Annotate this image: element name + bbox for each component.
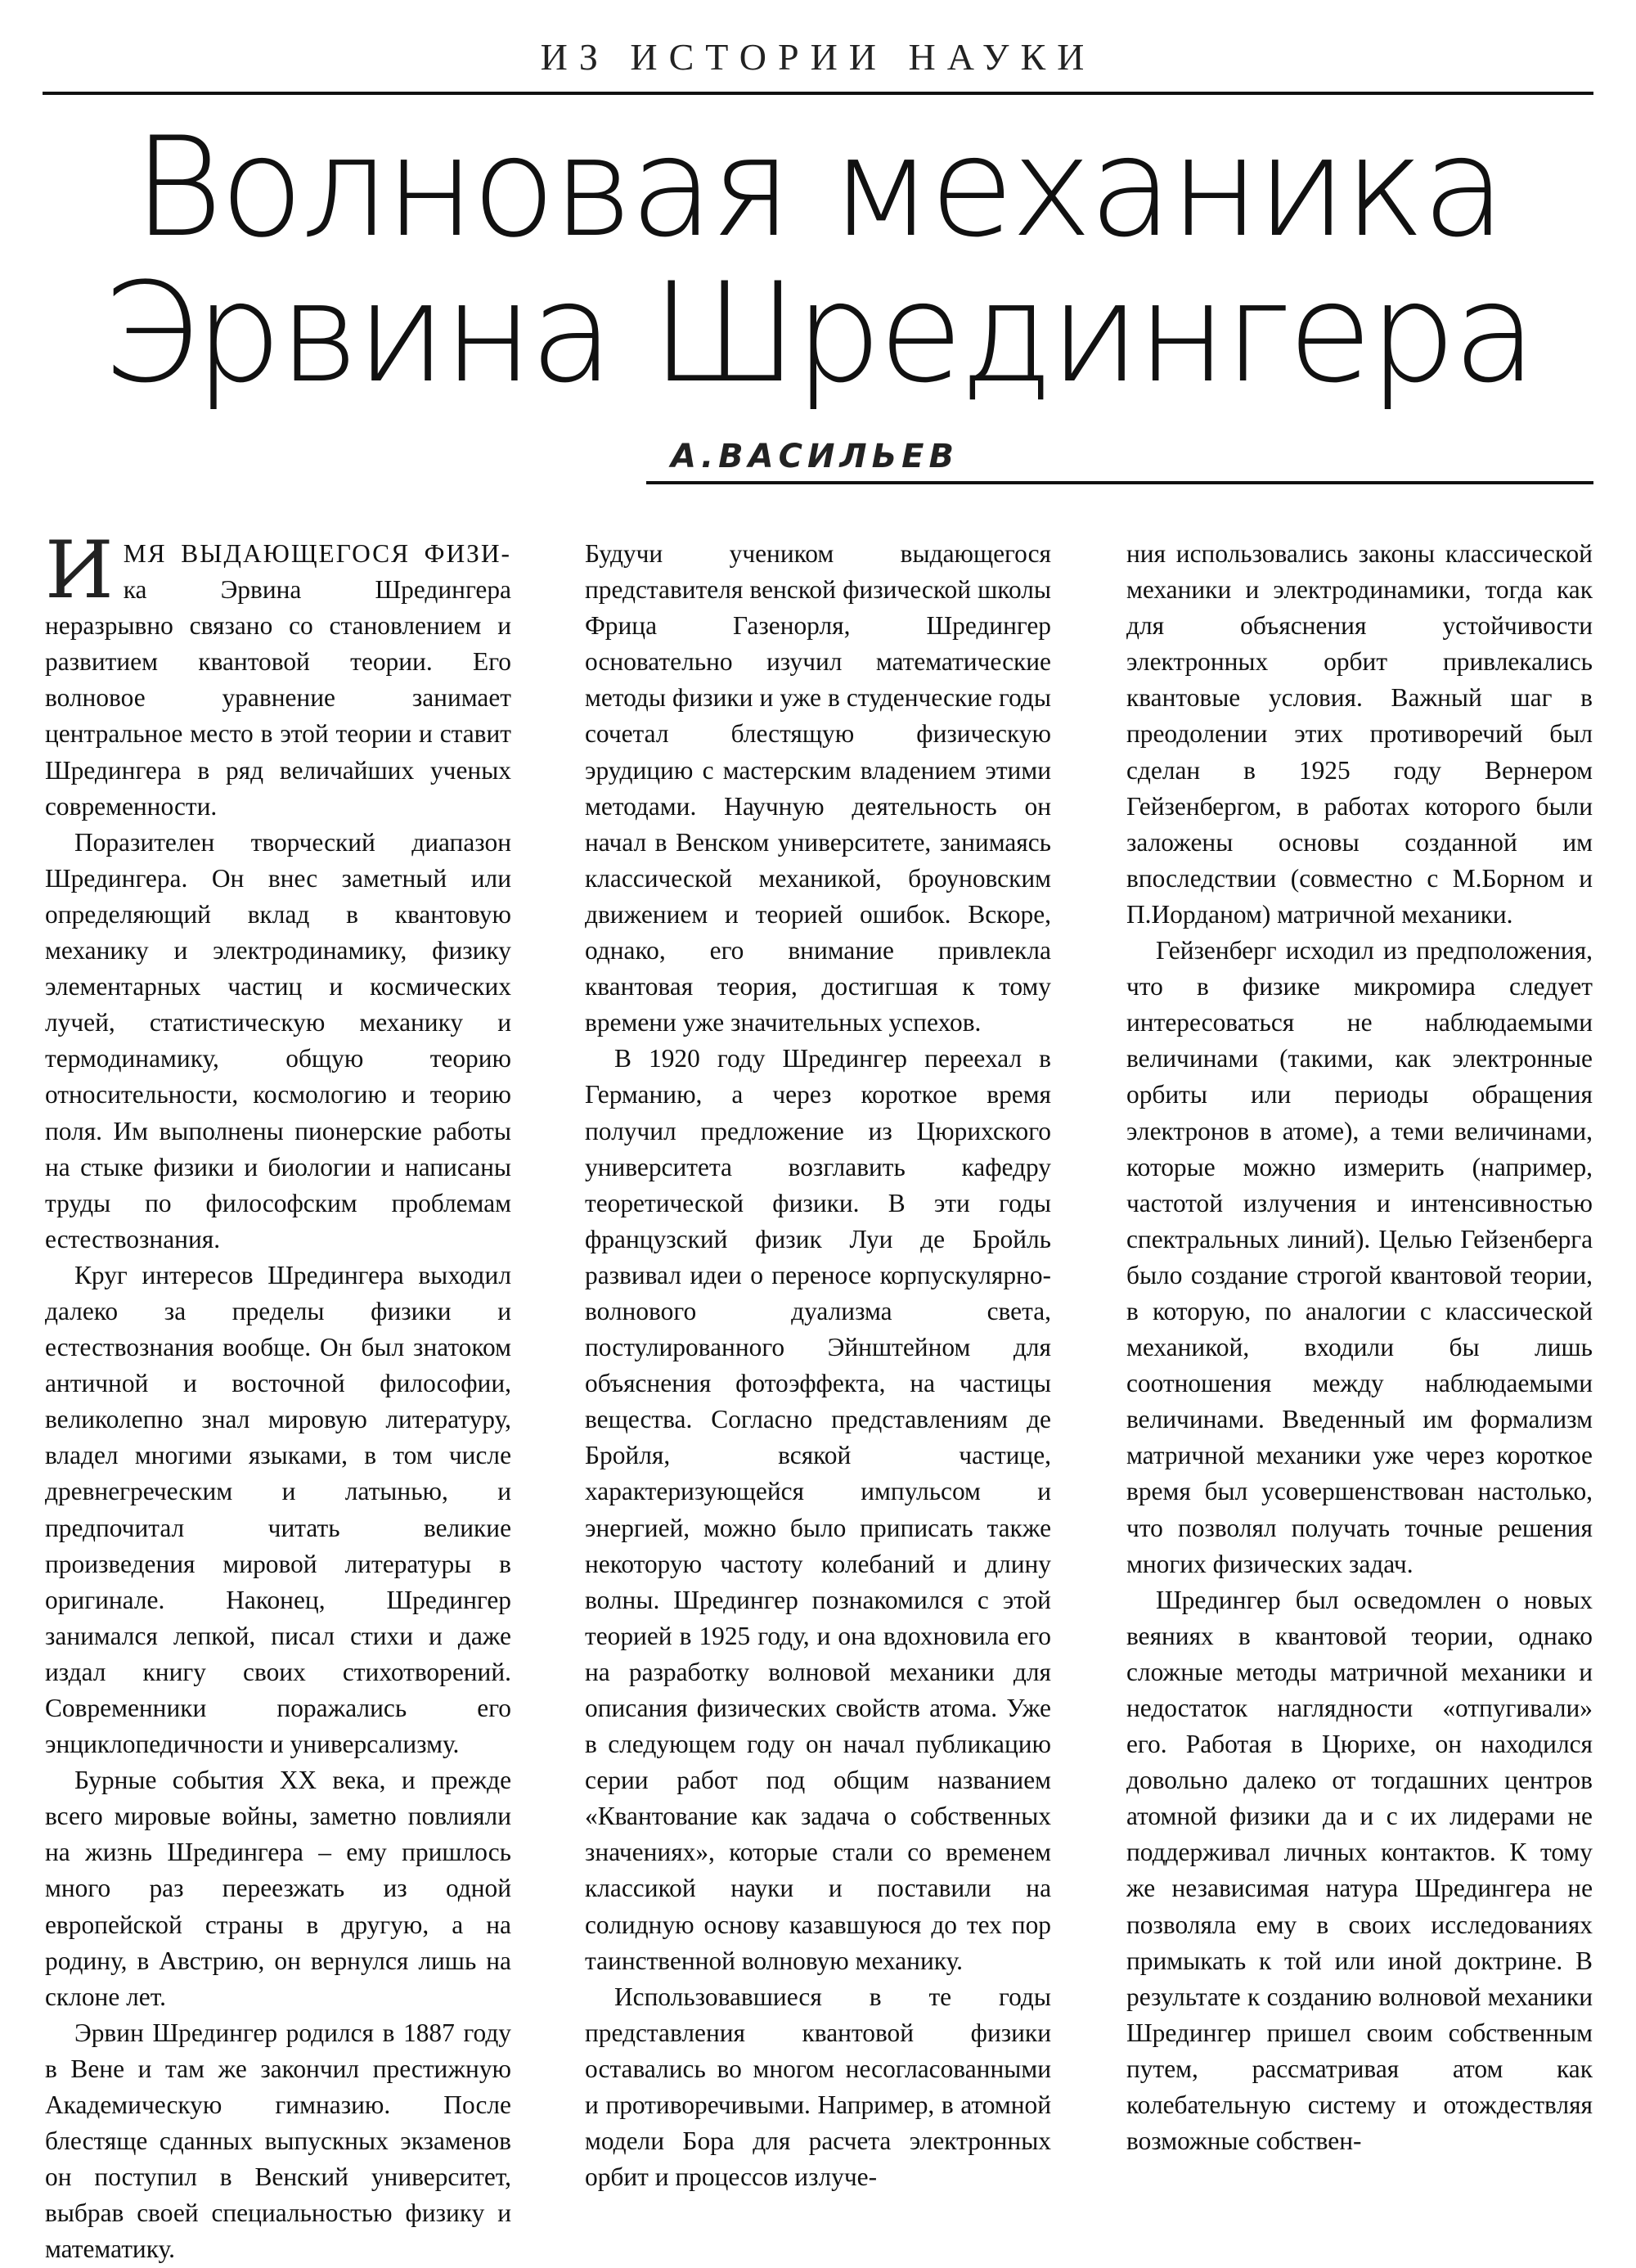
paragraph: Поразителен творческий диапазон Шредингера. Он внес заметный или определяющий вклад в квантовую механику и электродинамику, физику элементарных частиц и космических лучей, статистическую механику и термодинамику, общую теорию относительности, космологию и теорию поля. Им выполнены пионерские работы на стыке физики и биологии и написаны труды по философским проблемам естествознания. <box>45 827 511 1253</box>
section-divider <box>43 92 1593 95</box>
article-column-2 <box>585 536 1051 2195</box>
paragraph: ния использовались законы классической механики и электродинамики, тогда как для объяснения устойчивости электронных орбит привлекались квантовые условия. Важный шаг в преодолении этих противоречий был сделан в 1925 году Вернером Гейзенбергом, в работах которого были заложены основы созданной им впоследствии (совместно с М.Борном и П.Иорданом) матричной механики. <box>1126 539 1593 929</box>
article-title-line-1: Волновая механика <box>133 107 1503 268</box>
article-title-line-2: Эрвина Шредингера <box>101 253 1535 413</box>
author-divider <box>646 481 1593 484</box>
paragraph: Будучи учеником выдающегося представителя венской физической школы Фрица Газенорля, Шредингер основательно изучил математические методы физики и уже в студенческие годы сочетал блестящую физическую эрудицию с мастерским владением этими методами. Научную деятельность он начал в Венском университете, занимаясь классической механикой, броуновским движением и теорией ошибок. Вскоре, однако, его внимание привлекла квантовая теория, достигшая к тому времени уже значительных успехов. <box>585 539 1051 1037</box>
paragraph: В 1920 году Шредингер переехал в Германию, а через короткое время получил предложение из Цюрихского университета возглавить кафедру теоретической физики. В эти годы французский физик Луи де Бройль развивал идеи о переносе корпускулярно-волнового дуализма света, постулированного Эйнштейном для объяснения фотоэффекта, на частицы вещества. Согласно представлениям де Бройля, всякой частице, характеризующейся импульсом и энергией, можно было приписать также некоторую частоту колебаний и длину волны. Шредингер познакомился с этой теорией в 1925 году, и она вдохновила его на разработку волновой механики для описания физических свойств атома. Уже в следующем году он начал публикацию серии работ под общим названием «Квантование как задача о собственных значениях», которые стали со временем классикой науки и поставили на солидную основу казавшуюся до тех пор таинственной волновую механику. <box>585 1044 1051 1975</box>
paragraph: Использовавшиеся в те годы представления квантовой физики оставались во многом несогласованными и противоречивыми. Например, в атомной модели Бора для расчета электронных орбит и процессов излуче- <box>585 1982 1051 2192</box>
article-title <box>43 107 1593 413</box>
paragraph: Бурные события XX века, и прежде всего мировые войны, заметно повлияли на жизнь Шредингера – ему пришлось много раз переезжать из одной европейской страны в другую, а на родину, в Австрию, он вернулся лишь на склоне лет. <box>45 1766 511 2011</box>
section-header: ИЗ ИСТОРИИ НАУКИ <box>540 36 1096 78</box>
paragraph <box>45 524 511 825</box>
paragraph: Шредингер был осведомлен о новых веяниях в квантовой теории, однако сложные методы матричной механики и недостаток наглядности «отпугивали» его. Работая в Цюрихе, он находился довольно далеко от тогдашних центров атомной физики да и с их лидерами не поддерживал личных контактов. К тому же независимая натура Шредингера не позволяла ему в своих исследованиях примыкать к той или иной доктрине. В результате к созданию волновой механики Шредингер пришел своим собственным путем, рассматривая атом как колебательную систему и отождествляя возможные собствен- <box>1126 1585 1593 2156</box>
paragraph: Гейзенберг исходил из предположения, что в физике микромира следует интересоваться не наблюдаемыми величинами (такими, как электронные орбиты или периоды обращения электронов в атоме), а теми величинами, которые можно измерить (например, частотой излучения и интенсивностью спектральных линий). Целью Гейзенберга было создание строгой квантовой теории, в которую, по аналогии с классической механикой, входили бы лишь соотношения между наблюдаемыми величинами. Введенный им формализм матричной механики уже через короткое время был усовершенствован настолько, что позволял получать точные решения многих физических задач. <box>1126 936 1593 1578</box>
paragraph: Эрвин Шредингер родился в 1887 году в Вене и там же закончил престижную Академическую гимназию. После блестяще сданных выпускных экзаменов он поступил в Венский университет, выбрав своей специальностью физику и математику. <box>45 2018 511 2264</box>
article-column-1 <box>45 524 511 2268</box>
paragraph-text: ка Эрвина Шредингера неразрывно связано со становлением и развитием квантовой теории. Его волновое уравнение занимает центральное место в этой теории и ставит Шредингера в ряд величайших ученых современности. <box>45 575 511 821</box>
drop-cap: И <box>45 524 114 616</box>
lead-in: МЯ ВЫДАЮЩЕГОСЯ ФИЗИ- <box>123 539 511 568</box>
paragraph: Круг интересов Шредингера выходил далеко за пределы физики и естествознания вообще. Он был знатоком античной и восточной философии, великолепно знал мировую литературу, владел многими языками, в том числе древнегреческим и латынью, и предпочитал читать великие произведения мировой литературы в оригинале. Наконец, Шредингер занимался лепкой, писал стихи и даже издал книгу своих стихотворений. Современники поражались его энциклопедичности и универсализму. <box>45 1260 511 1759</box>
article-column-3 <box>1126 536 1593 2159</box>
author-byline: А.ВАСИЛЬЕВ <box>671 438 959 475</box>
